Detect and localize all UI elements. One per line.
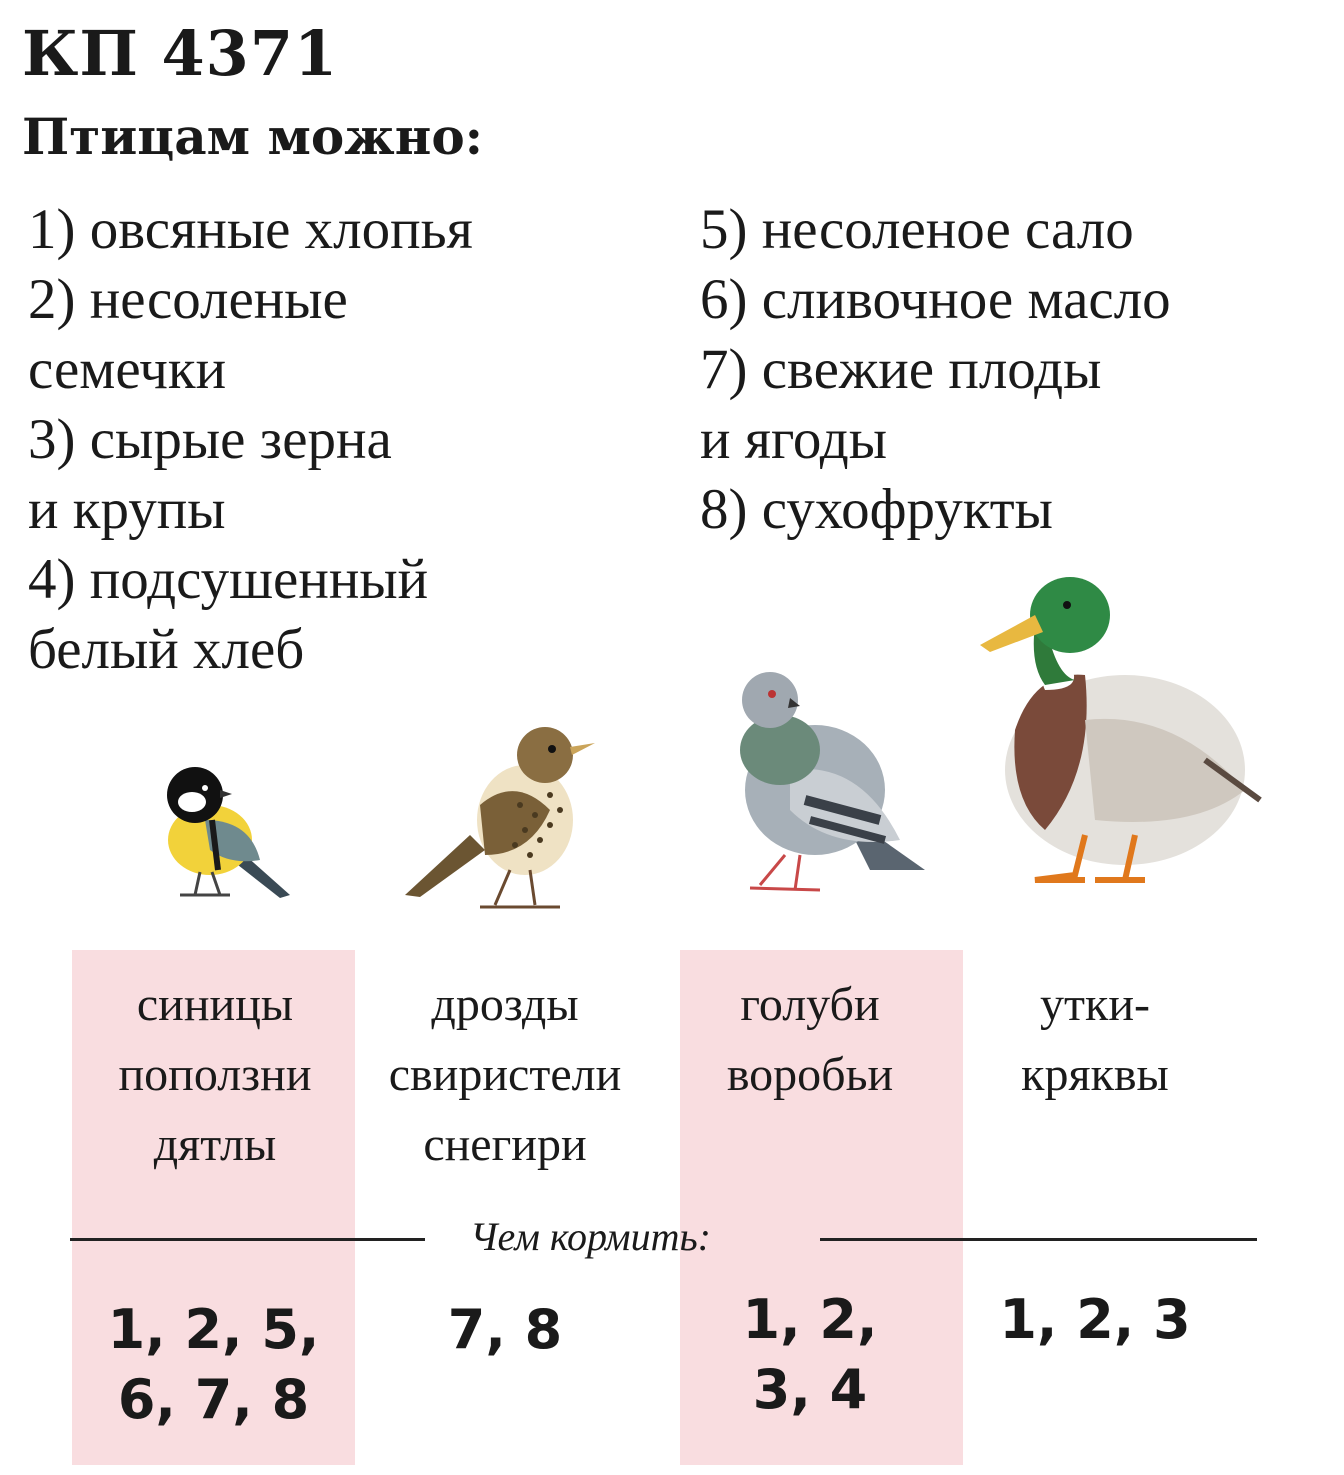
- food-item: 7) свежие плоды: [700, 338, 1102, 401]
- bird-group-tits: [70, 970, 360, 1180]
- bird-group-name: синицы: [136, 978, 294, 1031]
- pigeon-illustration: [720, 670, 930, 900]
- food-item: 2) несоленые: [28, 268, 348, 331]
- feed-numbers: 1, 2,: [742, 1288, 878, 1351]
- feed-numbers: 1, 2, 5,: [107, 1298, 320, 1361]
- food-item: 3) сырые зерна: [28, 408, 392, 471]
- bird-group-name: поползни: [118, 1048, 312, 1101]
- food-item: 1) овсяные хлопья: [28, 198, 473, 261]
- feed-numbers: 6, 7, 8: [117, 1368, 310, 1431]
- feed-numbers: 7, 8: [447, 1298, 563, 1361]
- feed-answer-pigeons: [680, 1285, 940, 1425]
- divider-right: [820, 1238, 1257, 1241]
- tit-illustration: [150, 760, 300, 905]
- food-item: 8) сухофрукты: [700, 478, 1053, 541]
- feed-label: Чем кормить:: [470, 1214, 711, 1259]
- food-item: белый хлеб: [28, 618, 305, 681]
- bird-group-name: свиристели: [388, 1048, 622, 1101]
- food-item: 5) несоленое сало: [700, 198, 1134, 261]
- feed-answer-tits: [72, 1295, 355, 1435]
- bird-group-thrushes: [360, 970, 650, 1180]
- mallard-illustration: [975, 570, 1275, 895]
- bird-group-name: голуби: [740, 978, 880, 1031]
- food-item: 4) подсушенный: [28, 548, 429, 611]
- bird-group-name: дрозды: [431, 978, 579, 1031]
- food-item: и ягоды: [700, 408, 888, 471]
- food-item: семечки: [28, 338, 227, 401]
- bird-group-name: дятлы: [153, 1118, 277, 1171]
- bird-group-name: кряквы: [1021, 1048, 1169, 1101]
- feed-answer-ducks: [960, 1285, 1230, 1355]
- feed-numbers: 3, 4: [752, 1358, 868, 1421]
- bird-group-name: воробьи: [726, 1048, 894, 1101]
- page-heading: Птицам можно:: [22, 107, 484, 166]
- card-code: КП 4371: [22, 17, 339, 90]
- bird-group-name: снегири: [423, 1118, 587, 1171]
- thrush-illustration: [400, 725, 600, 915]
- food-item: и крупы: [28, 478, 226, 541]
- feed-answer-thrushes: [360, 1295, 650, 1365]
- bird-group-pigeons: [670, 970, 950, 1110]
- food-list-right: [700, 195, 1300, 545]
- divider-left: [70, 1238, 425, 1241]
- feed-numbers: 1, 2, 3: [999, 1288, 1191, 1351]
- food-item: 6) сливочное масло: [700, 268, 1171, 331]
- bird-group-name: утки-: [1040, 978, 1150, 1031]
- bird-illustrations: [0, 560, 1344, 940]
- bird-group-ducks: [960, 970, 1230, 1110]
